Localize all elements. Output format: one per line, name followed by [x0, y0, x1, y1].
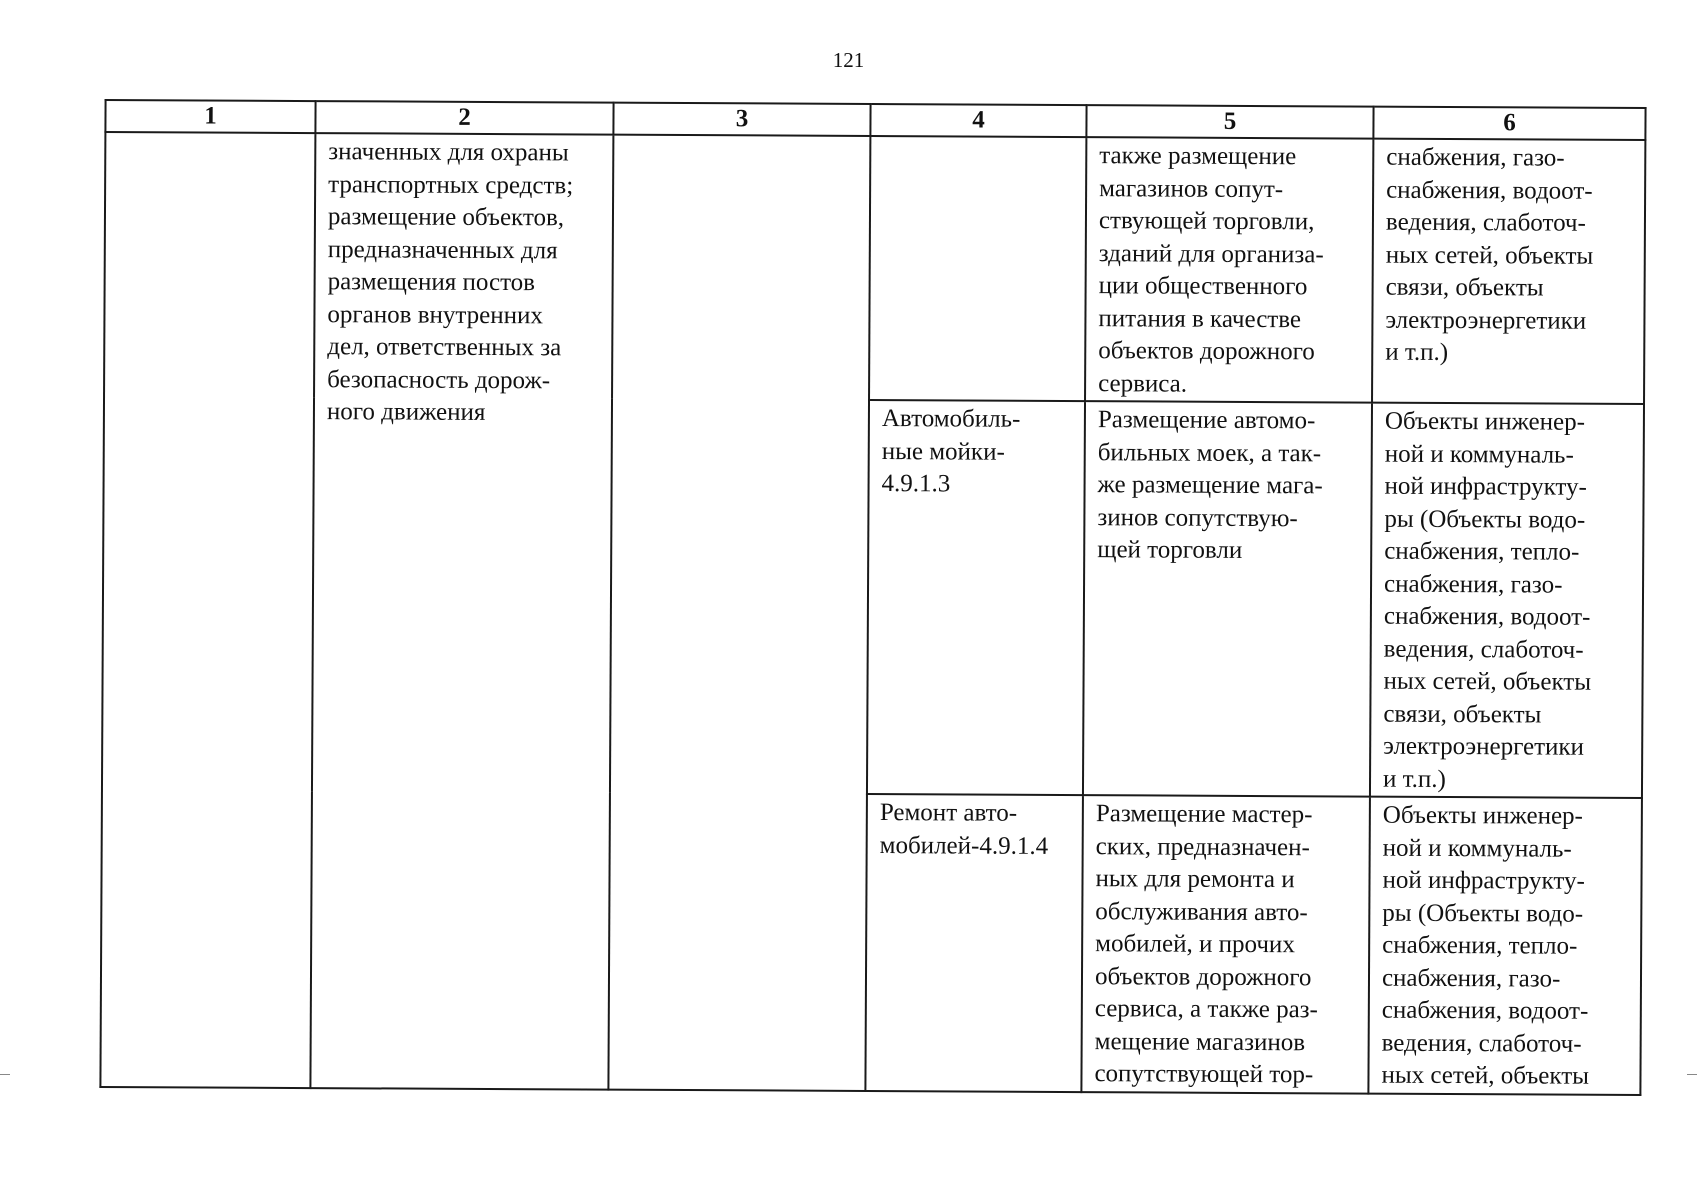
header-col-1: 1: [105, 100, 315, 133]
col3-cell: [608, 135, 870, 1091]
row3-col4-cell: [865, 794, 1083, 1092]
right-scan-mark: [1687, 1074, 1697, 1075]
header-col-2: 2: [315, 101, 613, 135]
row1-col5-cell: [1085, 137, 1373, 402]
col2-cell: [310, 133, 613, 1089]
row2-col6-cell: [1370, 403, 1644, 798]
row2-col6-text: Объекты инженер- ной и коммуналь- ной инфраструкту- ры (Объекты водо- снабжения, тепло- снабжения, газо- снабжения, водоот- ведения, слаботоч- ных сетей, объекты связи, объекты электроэнергетики и т.п.): [1382, 407, 1592, 793]
row3-col6-cell: [1368, 797, 1642, 1095]
row3-col4-text: Ремонт авто- мобилей-4.9.1.4: [879, 799, 1049, 860]
header-col-3: 3: [613, 103, 870, 136]
row3-col5-text: Размещение мастер- ских, предназначен- ных для ремонта и обслуживания авто- мобилей, и прочих объектов дорожного сервиса, а также раз- мещение магазинов сопутствующей тор-: [1094, 800, 1318, 1089]
row3-col5-cell: [1081, 795, 1370, 1093]
page-number: 121: [832, 48, 865, 72]
row3-col6-text: Объекты инженер- ной и коммуналь- ной инфраструкту- ры (Объекты водо- снабжения, тепло- снабжения, газо- снабжения, водоот- ведения, слаботоч- ных сетей, объекты: [1381, 801, 1590, 1090]
header-col-6: 6: [1373, 107, 1645, 140]
left-scan-mark: [0, 1074, 10, 1075]
table-wrapper: [99, 99, 1644, 1090]
table-row: [104, 132, 1645, 404]
row1-col4-cell: [869, 136, 1086, 401]
header-col-5: 5: [1086, 105, 1373, 139]
row1-col5-text: также размещение магазинов сопут- ствующей торговли, зданий для организа- ции общественного питания в качестве объектов дорожного сервиса.: [1098, 142, 1324, 398]
col2-text: значенных для охраны транспортных средств; размещение объектов, предназначенных для размещения постов органов внутренних дел, ответственных за безопасность дорож- ного движения: [326, 138, 574, 426]
land-use-table: [99, 99, 1646, 1096]
row1-col6-cell: [1372, 139, 1645, 404]
col1-cell: [100, 132, 315, 1088]
header-col-4: 4: [870, 104, 1086, 137]
row2-col5-cell: [1083, 401, 1372, 796]
row2-col5-text: Размещение автомо- бильных моек, а так- же размещение мага- зинов сопутствую- щей торговли: [1097, 406, 1323, 564]
row2-col4-cell: [867, 400, 1085, 795]
row2-col4-text: Автомобиль- ные мойки- 4.9.1.3: [881, 405, 1021, 498]
row1-col6-text: снабжения, газо- снабжения, водоот- ведения, слаботоч- ных сетей, объекты связи, объекты электроэнергетики и т.п.): [1385, 143, 1594, 367]
